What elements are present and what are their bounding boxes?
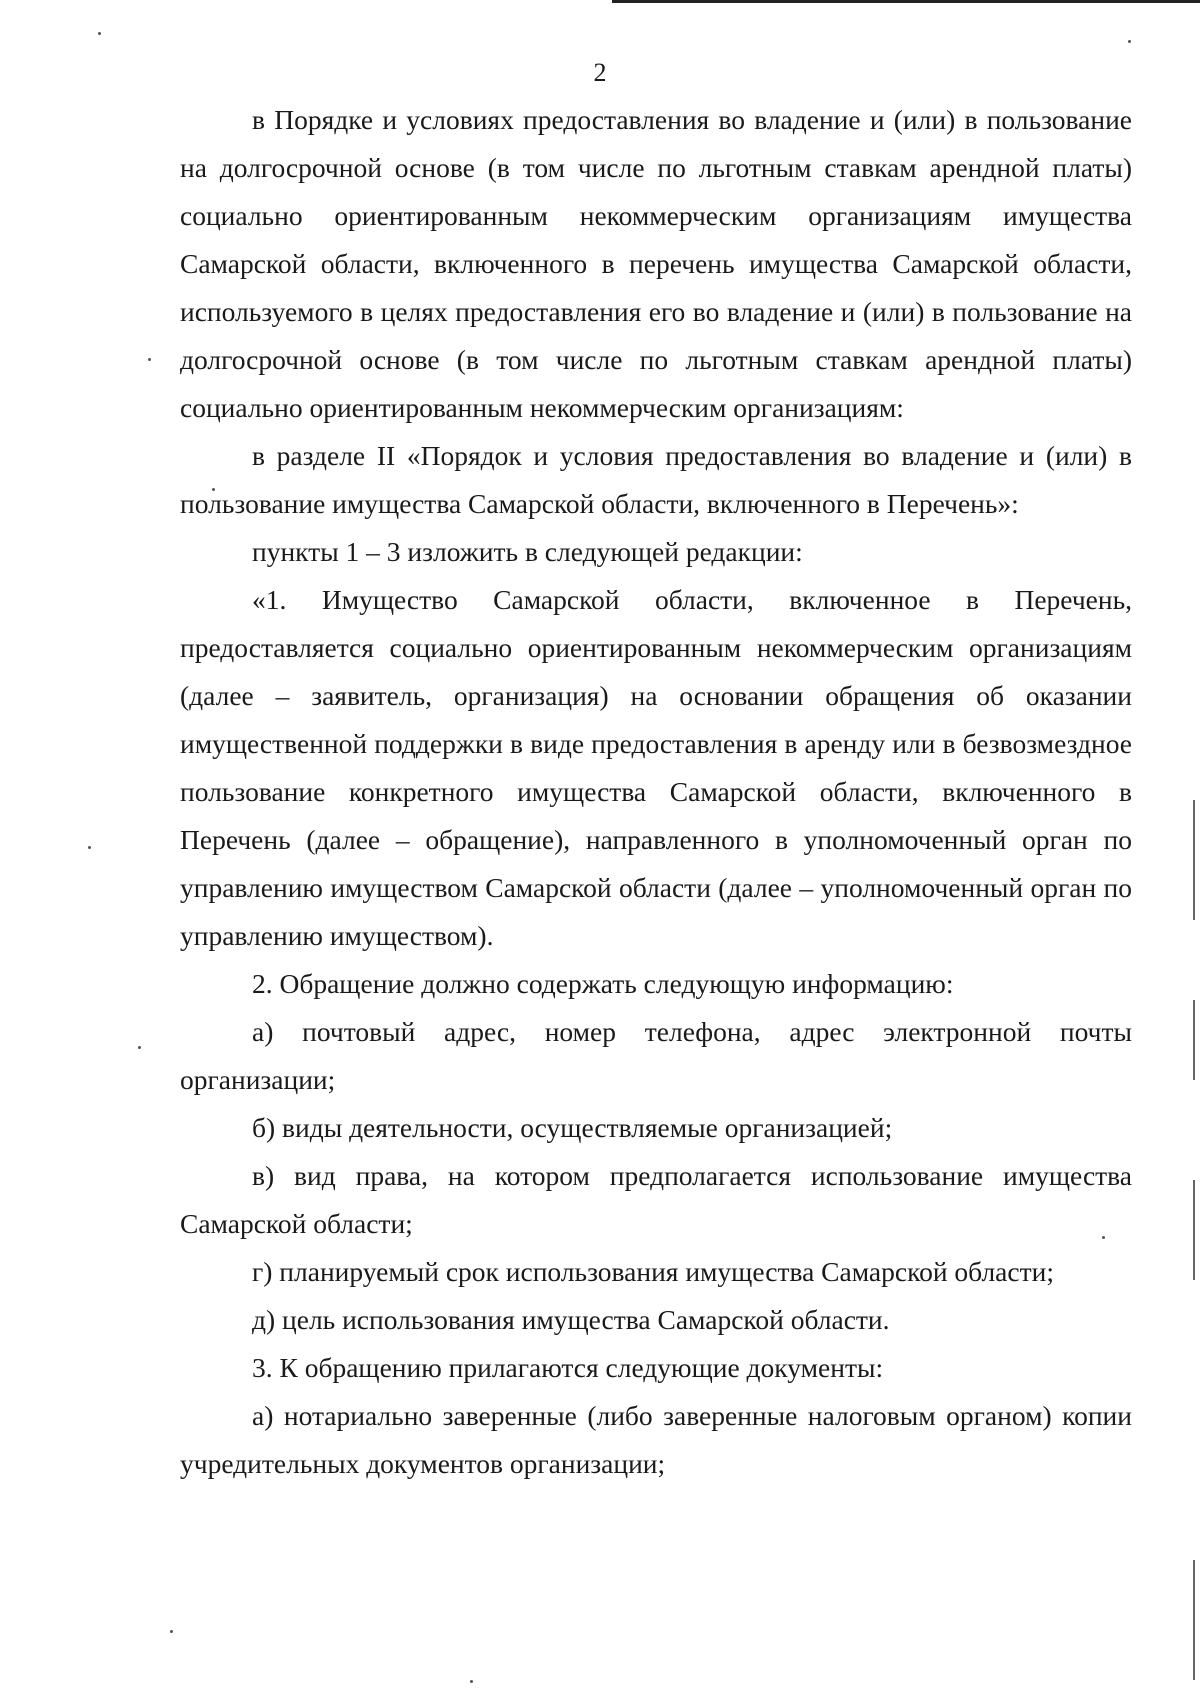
paragraph: д) цель использования имущества Самарской области.: [252, 1304, 890, 1335]
paragraph: а) почтовый адрес, номер телефона, адрес электронной почты организации;: [180, 1016, 1132, 1095]
paragraph: пункты 1 – 3 изложить в следующей редакции:: [252, 536, 803, 567]
scan-speck: [170, 1630, 173, 1633]
paragraph: б) виды деятельности, осуществляемые организацией;: [252, 1112, 893, 1143]
scan-edge-mark: [1193, 1180, 1195, 1280]
scan-edge-mark: [1193, 1000, 1195, 1080]
scan-speck: [470, 1680, 473, 1683]
paragraph: 2. Обращение должно содержать следующую информацию:: [252, 968, 954, 999]
paragraph: в разделе II «Порядок и условия предоставления во владение и (или) в пользование имущества Самарской области, включенного в Перечень»:: [180, 440, 1132, 519]
scan-top-edge: [612, 0, 1200, 3]
paragraph: в) вид права, на котором предполагается использование имущества Самарской области;: [180, 1160, 1132, 1239]
scan-speck: [1128, 40, 1131, 43]
paragraph: 3. К обращению прилагаются следующие документы:: [252, 1352, 884, 1383]
paragraph: в Порядке и условиях предоставления во владение и (или) в пользование на долгосрочной основе (в том числе по льготным ставкам арендной платы) социально ориентированным некоммерческим организациям имущества Самарской области, включенного в перечень имущества Самарской области, используемого в целях предоставления его во владение и (или) в пользование на долгосрочной основе (в том числе по льготным ставкам арендной платы) социально ориентированным некоммерческим организациям:: [180, 104, 1132, 423]
paragraph: а) нотариально заверенные (либо заверенные налоговым органом) копии учредительных документов организации;: [180, 1400, 1132, 1479]
scan-speck: [88, 846, 91, 849]
body-text: [180, 96, 1132, 1488]
scan-speck: [138, 1046, 141, 1049]
scan-speck: [98, 32, 101, 35]
scan-speck: [148, 358, 151, 361]
paragraph: «1. Имущество Самарской области, включенное в Перечень, предоставляется социально ориентированным некоммерческим организациям (далее – заявитель, организация) на основании обращения об оказании имущественной поддержки в виде предоставления в аренду или в безвозмездное пользование конкретного имущества Самарской области, включенного в Перечень (далее – обращение), направленного в уполномоченный орган по управлению имуществом Самарской области (далее – уполномоченный орган по управлению имуществом).: [180, 584, 1132, 951]
page-number: 2: [593, 58, 607, 87]
scan-edge-mark: [1193, 1560, 1195, 1680]
paragraph: г) планируемый срок использования имущества Самарской области;: [252, 1256, 1054, 1287]
scan-edge-mark: [1193, 800, 1195, 920]
